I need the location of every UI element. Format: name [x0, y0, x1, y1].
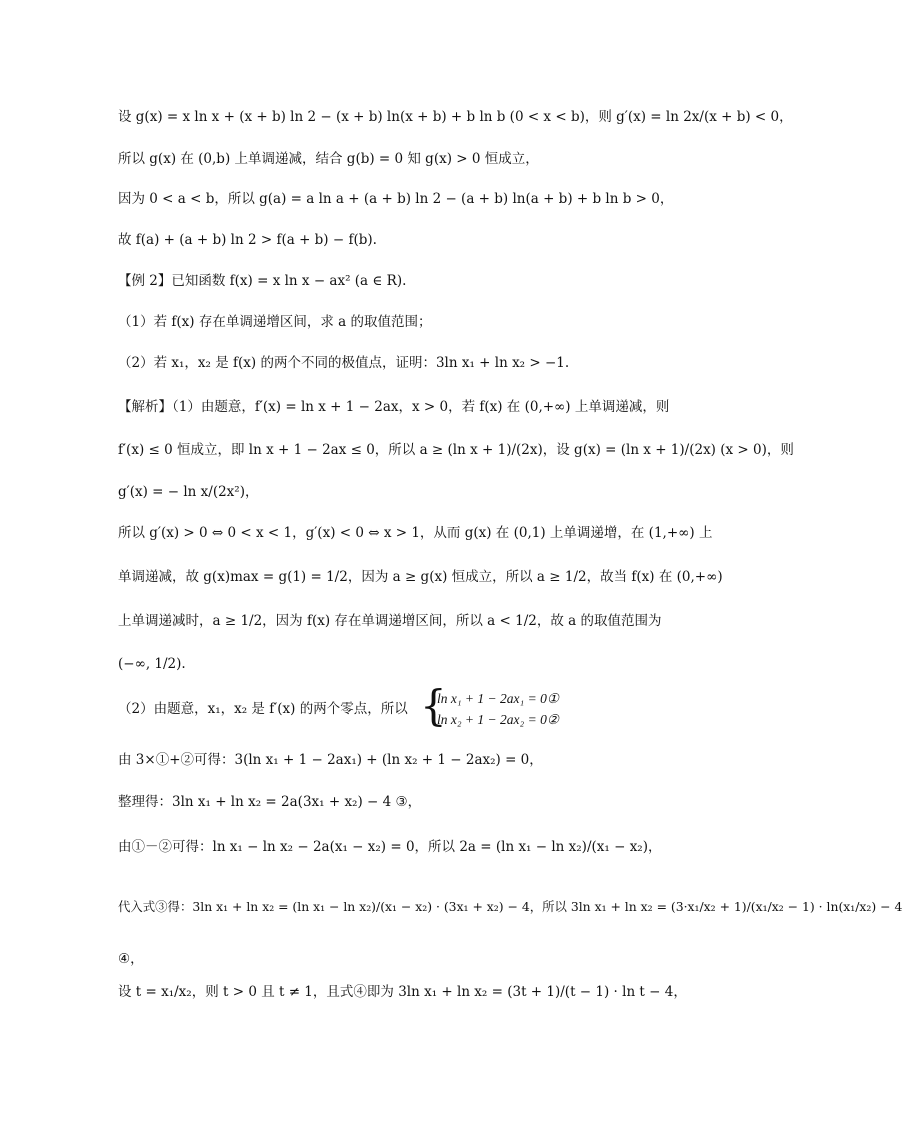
solution-line-3: g′(x) = − ln x/(2x²)， [118, 484, 259, 500]
text-line-3: 因为 0 < a < b，所以 g(a) = a ln a + (a + b) ln 2 − (a + b) ln(a + b) + b ln b > 0， [118, 191, 674, 207]
solution-line-1: 【解析】（1）由题意，f′(x) = ln x + 1 − 2ax，x > 0，若 f(x) 在 (0,+∞) 上单调递减，则 [118, 399, 670, 415]
solution-line-4: 所以 g′(x) > 0 ⇔ 0 < x < 1，g′(x) < 0 ⇔ x > 1，从而 g(x) 在 (0,1) 上单调递增，在 (1,+∞) 上 [118, 525, 713, 541]
solution-line-6: 上单调递减时，a ≥ 1/2，因为 f(x) 存在单调递增区间，所以 a < 1/2，故 a 的取值范围为 [118, 613, 662, 629]
derivation-line-2: 整理得：3ln x₁ + ln x₂ = 2a(3x₁ + x₂) − 4 ③， [118, 794, 422, 810]
derivation-line-1: 由 3×①+②可得：3(ln x₁ + 1 − 2ax₁) + (ln x₂ + 1 − 2ax₂) = 0， [118, 752, 543, 768]
solution-line-7: (−∞, 1/2). [118, 656, 186, 672]
question-1: （1）若 f(x) 存在单调递增区间，求 a 的取值范围； [118, 314, 432, 330]
text-line-1: 设 g(x) = x ln x + (x + b) ln 2 − (x + b) ln(x + b) + b ln b (0 < x < b)，则 g′(x) = ln 2x/(x + b) < 0， [118, 109, 793, 125]
derivation-line-3: 由①－②可得：ln x₁ − ln x₂ − 2a(x₁ − x₂) = 0，所以 2a = (ln x₁ − ln x₂)/(x₁ − x₂)， [118, 839, 662, 855]
left-brace-icon: { [420, 681, 447, 730]
derivation-line-6: 设 t = x₁/x₂，则 t > 0 且 t ≠ 1，且式④即为 3ln x₁ + ln x₂ = (3t + 1)/(t − 1) · ln t − 4， [118, 984, 687, 1000]
question-2: （2）若 x₁，x₂ 是 f(x) 的两个不同的极值点，证明：3ln x₁ + ln x₂ > −1. [118, 355, 570, 371]
system-equation-1: ln x₁ + 1 − 2ax₁ = 0① [437, 691, 559, 706]
solution-line-2: f′(x) ≤ 0 恒成立，即 ln x + 1 − 2ax ≤ 0，所以 a ≥ (ln x + 1)/(2x)，设 g(x) = (ln x + 1)/(2x) (x > 0)，则 [118, 442, 794, 458]
derivation-line-4: 代入式③得：3ln x₁ + ln x₂ = (ln x₁ − ln x₂)/(x₁ − x₂) · (3x₁ + x₂) − 4，所以 3ln x₁ + ln x₂ = (3·x₁/x₂ + 1)/(x₁/x₂ − 1) · ln(x₁/x₂) − 4 [118, 899, 902, 914]
solution-line-5: 单调递减，故 g(x)max = g(1) = 1/2，因为 a ≥ g(x) 恒成立，所以 a ≥ 1/2，故当 f(x) 在 (0,+∞) [118, 569, 723, 585]
derivation-line-5: ④， [118, 951, 144, 967]
system-equation-2: ln x₂ + 1 − 2ax₂ = 0② [437, 712, 559, 727]
example-title: 【例 2】已知函数 f(x) = x ln x − ax² (a ∈ R). [118, 273, 407, 289]
text-line-2: 所以 g(x) 在 (0,b) 上单调递减，结合 g(b) = 0 知 g(x) > 0 恒成立， [118, 151, 539, 167]
part-2-intro: （2）由题意，x₁，x₂ 是 f′(x) 的两个零点，所以 [118, 701, 408, 717]
text-line-4: 故 f(a) + (a + b) ln 2 > f(a + b) − f(b). [118, 232, 377, 248]
